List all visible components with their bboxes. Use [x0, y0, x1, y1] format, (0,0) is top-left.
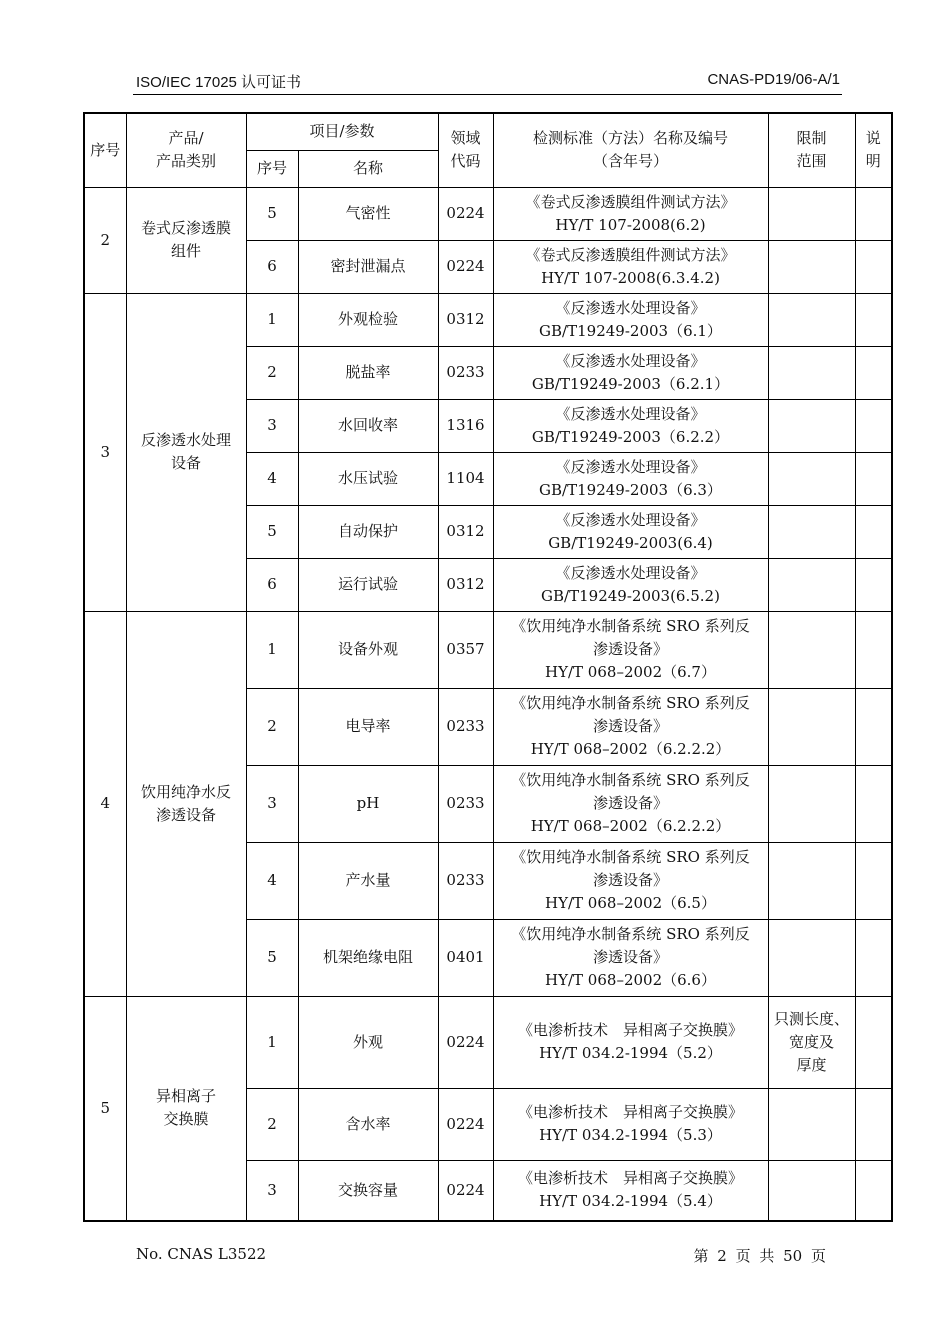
domain-code: 0224 — [438, 1088, 493, 1160]
domain-code: 0233 — [438, 688, 493, 765]
test-standard-line: 《饮用纯净水制备系统 SRO 系列反 — [511, 848, 750, 866]
test-standard-line: GB/T19249-2003（6.1） — [539, 321, 722, 340]
test-standard-line: HY/T 068–2002（6.2.2.2） — [530, 740, 731, 758]
limit-scope — [768, 452, 855, 505]
item-seq: 6 — [246, 240, 298, 293]
note — [855, 996, 892, 1088]
item-name: 自动保护 — [298, 505, 438, 558]
header-product — [126, 113, 246, 187]
header-domain-code-line: 代码 — [450, 152, 481, 171]
product-category-line: 卷式反渗透膜 — [140, 219, 231, 237]
header-standard-line: 检测标准（方法）名称及编号 — [532, 129, 728, 148]
table-row — [84, 293, 892, 346]
header-standard-line: （含年号） — [592, 152, 668, 171]
test-standard — [493, 765, 768, 842]
item-name: 脱盐率 — [298, 346, 438, 399]
test-standard-line: HY/T 068–2002（6.5） — [545, 894, 716, 912]
item-name: 交换容量 — [298, 1160, 438, 1221]
test-standard — [493, 293, 768, 346]
note — [855, 919, 892, 996]
item-seq: 5 — [246, 505, 298, 558]
test-standard-line: HY/T 034.2-1994（5.2） — [539, 1044, 722, 1062]
table-row — [84, 996, 892, 1088]
item-name: 运行试验 — [298, 558, 438, 611]
note — [855, 399, 892, 452]
header-note-line: 明 — [865, 152, 881, 171]
item-name: 水回收率 — [298, 399, 438, 452]
footer-lab-number: No. CNAS L3522 — [136, 1245, 267, 1263]
note — [855, 187, 892, 240]
domain-code: 0312 — [438, 558, 493, 611]
domain-code: 0224 — [438, 240, 493, 293]
domain-code: 0357 — [438, 611, 493, 688]
test-standard-line: 《饮用纯净水制备系统 SRO 系列反 — [511, 771, 750, 789]
item-seq: 4 — [246, 842, 298, 919]
test-standard — [493, 452, 768, 505]
test-standard-line: GB/T19249-2003(6.4) — [548, 533, 713, 552]
test-standard-line: HY/T 107-2008(6.2) — [555, 215, 706, 234]
item-name: 水压试验 — [298, 452, 438, 505]
product-category-line: 饮用纯净水反 — [140, 782, 231, 801]
test-standard-line: HY/T 034.2-1994（5.4） — [539, 1192, 722, 1211]
item-seq: 3 — [246, 1160, 298, 1221]
header-document-code: CNAS-PD19/06-A/1 — [707, 71, 840, 88]
item-seq: 2 — [246, 688, 298, 765]
item-seq: 6 — [246, 558, 298, 611]
test-standard-line: GB/T19249-2003（6.2.2） — [531, 427, 730, 446]
group-seq: 2 — [84, 187, 126, 293]
header-standard — [493, 113, 768, 187]
note — [855, 688, 892, 765]
item-seq: 3 — [246, 399, 298, 452]
domain-code: 0401 — [438, 919, 493, 996]
test-standard-line: HY/T 068–2002（6.2.2.2） — [530, 817, 731, 835]
item-name: 外观检验 — [298, 293, 438, 346]
product-category-line: 渗透设备 — [155, 805, 216, 824]
test-standard-line: 《饮用纯净水制备系统 SRO 系列反 — [511, 694, 750, 712]
group-seq: 4 — [84, 611, 126, 996]
test-standard-line: 《反渗透水处理设备》 — [555, 457, 706, 476]
header-product-line: 产品/ — [168, 129, 204, 148]
item-seq: 1 — [246, 293, 298, 346]
item-seq: 4 — [246, 452, 298, 505]
note — [855, 1160, 892, 1221]
product-category-line: 组件 — [170, 242, 201, 260]
limit-scope — [768, 240, 855, 293]
footer-page-number: 第 2 页 共 50 页 — [693, 1247, 826, 1265]
product-category-line: 反渗透水处理 — [140, 431, 231, 449]
header-limit — [768, 113, 855, 187]
item-seq: 1 — [246, 996, 298, 1088]
header-item-param: 项目/参数 — [246, 113, 438, 150]
domain-code: 0312 — [438, 293, 493, 346]
test-standard — [493, 240, 768, 293]
limit-scope — [768, 187, 855, 240]
domain-code: 0224 — [438, 187, 493, 240]
header-product-line: 产品类别 — [155, 152, 216, 171]
test-standard-line: 《饮用纯净水制备系统 SRO 系列反 — [511, 925, 750, 943]
test-standard-line: 《电渗析技术 异相离子交换膜》 — [517, 1169, 743, 1188]
domain-code: 1104 — [438, 452, 493, 505]
item-name: 含水率 — [298, 1088, 438, 1160]
limit-scope — [768, 919, 855, 996]
limit-scope — [768, 293, 855, 346]
header-domain-code — [438, 113, 493, 187]
limit-scope — [768, 558, 855, 611]
item-name: 气密性 — [298, 187, 438, 240]
header-limit-line: 范围 — [796, 152, 827, 171]
test-standard — [493, 1160, 768, 1221]
header-item-name: 名称 — [298, 150, 438, 187]
limit-scope — [768, 1088, 855, 1160]
note — [855, 505, 892, 558]
limit-scope — [768, 765, 855, 842]
note — [855, 765, 892, 842]
header-divider — [133, 94, 842, 95]
limit-scope-line: 只测长度、 — [773, 1009, 849, 1028]
test-standard-line: HY/T 034.2-1994（5.3） — [539, 1126, 722, 1144]
item-name: 密封泄漏点 — [298, 240, 438, 293]
limit-scope — [768, 611, 855, 688]
header-note-line: 说 — [865, 129, 881, 148]
test-standard-line: 《反渗透水处理设备》 — [555, 298, 706, 317]
test-standard-line: HY/T 107-2008(6.3.4.2) — [541, 268, 720, 287]
limit-scope — [768, 688, 855, 765]
domain-code: 0233 — [438, 842, 493, 919]
limit-scope — [768, 505, 855, 558]
note — [855, 452, 892, 505]
limit-scope — [768, 842, 855, 919]
item-name: 机架绝缘电阻 — [298, 919, 438, 996]
item-seq: 5 — [246, 187, 298, 240]
note — [855, 558, 892, 611]
item-name: 电导率 — [298, 688, 438, 765]
group-seq: 5 — [84, 996, 126, 1221]
product-category-line: 异相离子 — [155, 1087, 216, 1106]
test-standard — [493, 611, 768, 688]
note — [855, 346, 892, 399]
product-category — [126, 611, 246, 996]
product-category — [126, 293, 246, 611]
test-standard-line: HY/T 068–2002（6.7） — [545, 663, 716, 681]
item-name: 设备外观 — [298, 611, 438, 688]
note — [855, 842, 892, 919]
limit-scope — [768, 996, 855, 1088]
test-standard-line: 渗透设备》 — [592, 948, 668, 966]
header-domain-code-line: 领域 — [450, 129, 481, 148]
domain-code: 0224 — [438, 996, 493, 1088]
test-standard — [493, 187, 768, 240]
test-standard-line: 《反渗透水处理设备》 — [555, 351, 706, 370]
test-standard — [493, 842, 768, 919]
test-standard-line: 《电渗析技术 异相离子交换膜》 — [517, 1021, 743, 1039]
domain-code: 1316 — [438, 399, 493, 452]
header-note — [855, 113, 892, 187]
test-standard — [493, 688, 768, 765]
test-standard-line: 渗透设备》 — [592, 871, 668, 889]
test-standard-line: 《反渗透水处理设备》 — [555, 510, 706, 529]
item-name: 产水量 — [298, 842, 438, 919]
item-seq: 5 — [246, 919, 298, 996]
test-standard-line: 渗透设备》 — [592, 794, 668, 812]
item-seq: 2 — [246, 1088, 298, 1160]
test-standard — [493, 399, 768, 452]
accreditation-scope-table — [83, 112, 893, 1222]
test-standard-line: HY/T 068–2002（6.6） — [545, 971, 716, 989]
domain-code: 0233 — [438, 765, 493, 842]
note — [855, 611, 892, 688]
limit-scope-line: 厚度 — [796, 1055, 827, 1074]
header-certificate-title: ISO/IEC 17025 认可证书 — [136, 74, 302, 91]
item-name: 外观 — [298, 996, 438, 1088]
table-row — [84, 611, 892, 688]
test-standard — [493, 558, 768, 611]
test-standard-line: 《电渗析技术 异相离子交换膜》 — [517, 1103, 743, 1121]
test-standard-line: GB/T19249-2003（6.3） — [539, 480, 722, 499]
header-limit-line: 限制 — [796, 129, 827, 148]
test-standard-line: 《卷式反渗透膜组件测试方法》 — [525, 192, 736, 211]
limit-scope-line: 宽度及 — [788, 1032, 834, 1051]
note — [855, 293, 892, 346]
test-standard-line: 《饮用纯净水制备系统 SRO 系列反 — [511, 617, 750, 635]
group-seq: 3 — [84, 293, 126, 611]
item-seq: 3 — [246, 765, 298, 842]
item-name: pH — [298, 765, 438, 842]
test-standard — [493, 346, 768, 399]
test-standard — [493, 1088, 768, 1160]
test-standard-line: 渗透设备》 — [592, 640, 668, 658]
item-seq: 1 — [246, 611, 298, 688]
product-category-line: 交换膜 — [163, 1110, 209, 1129]
note — [855, 240, 892, 293]
product-category-line: 设备 — [170, 454, 201, 472]
test-standard-line: GB/T19249-2003（6.2.1） — [531, 374, 730, 393]
test-standard — [493, 996, 768, 1088]
test-standard-line: GB/T19249-2003(6.5.2) — [541, 586, 720, 605]
product-category — [126, 996, 246, 1221]
test-standard-line: 《反渗透水处理设备》 — [555, 563, 706, 582]
limit-scope — [768, 1160, 855, 1221]
test-standard-line: 渗透设备》 — [592, 717, 668, 735]
domain-code: 0224 — [438, 1160, 493, 1221]
table-row — [84, 187, 892, 240]
test-standard — [493, 505, 768, 558]
domain-code: 0233 — [438, 346, 493, 399]
test-standard-line: 《卷式反渗透膜组件测试方法》 — [525, 245, 736, 264]
item-seq: 2 — [246, 346, 298, 399]
limit-scope — [768, 399, 855, 452]
table-header-row — [84, 113, 892, 150]
test-standard — [493, 919, 768, 996]
product-category — [126, 187, 246, 293]
test-standard-line: 《反渗透水处理设备》 — [555, 404, 706, 423]
table-body — [84, 187, 892, 1221]
header-seq: 序号 — [84, 113, 126, 187]
limit-scope — [768, 346, 855, 399]
note — [855, 1088, 892, 1160]
header-item-seq: 序号 — [246, 150, 298, 187]
domain-code: 0312 — [438, 505, 493, 558]
